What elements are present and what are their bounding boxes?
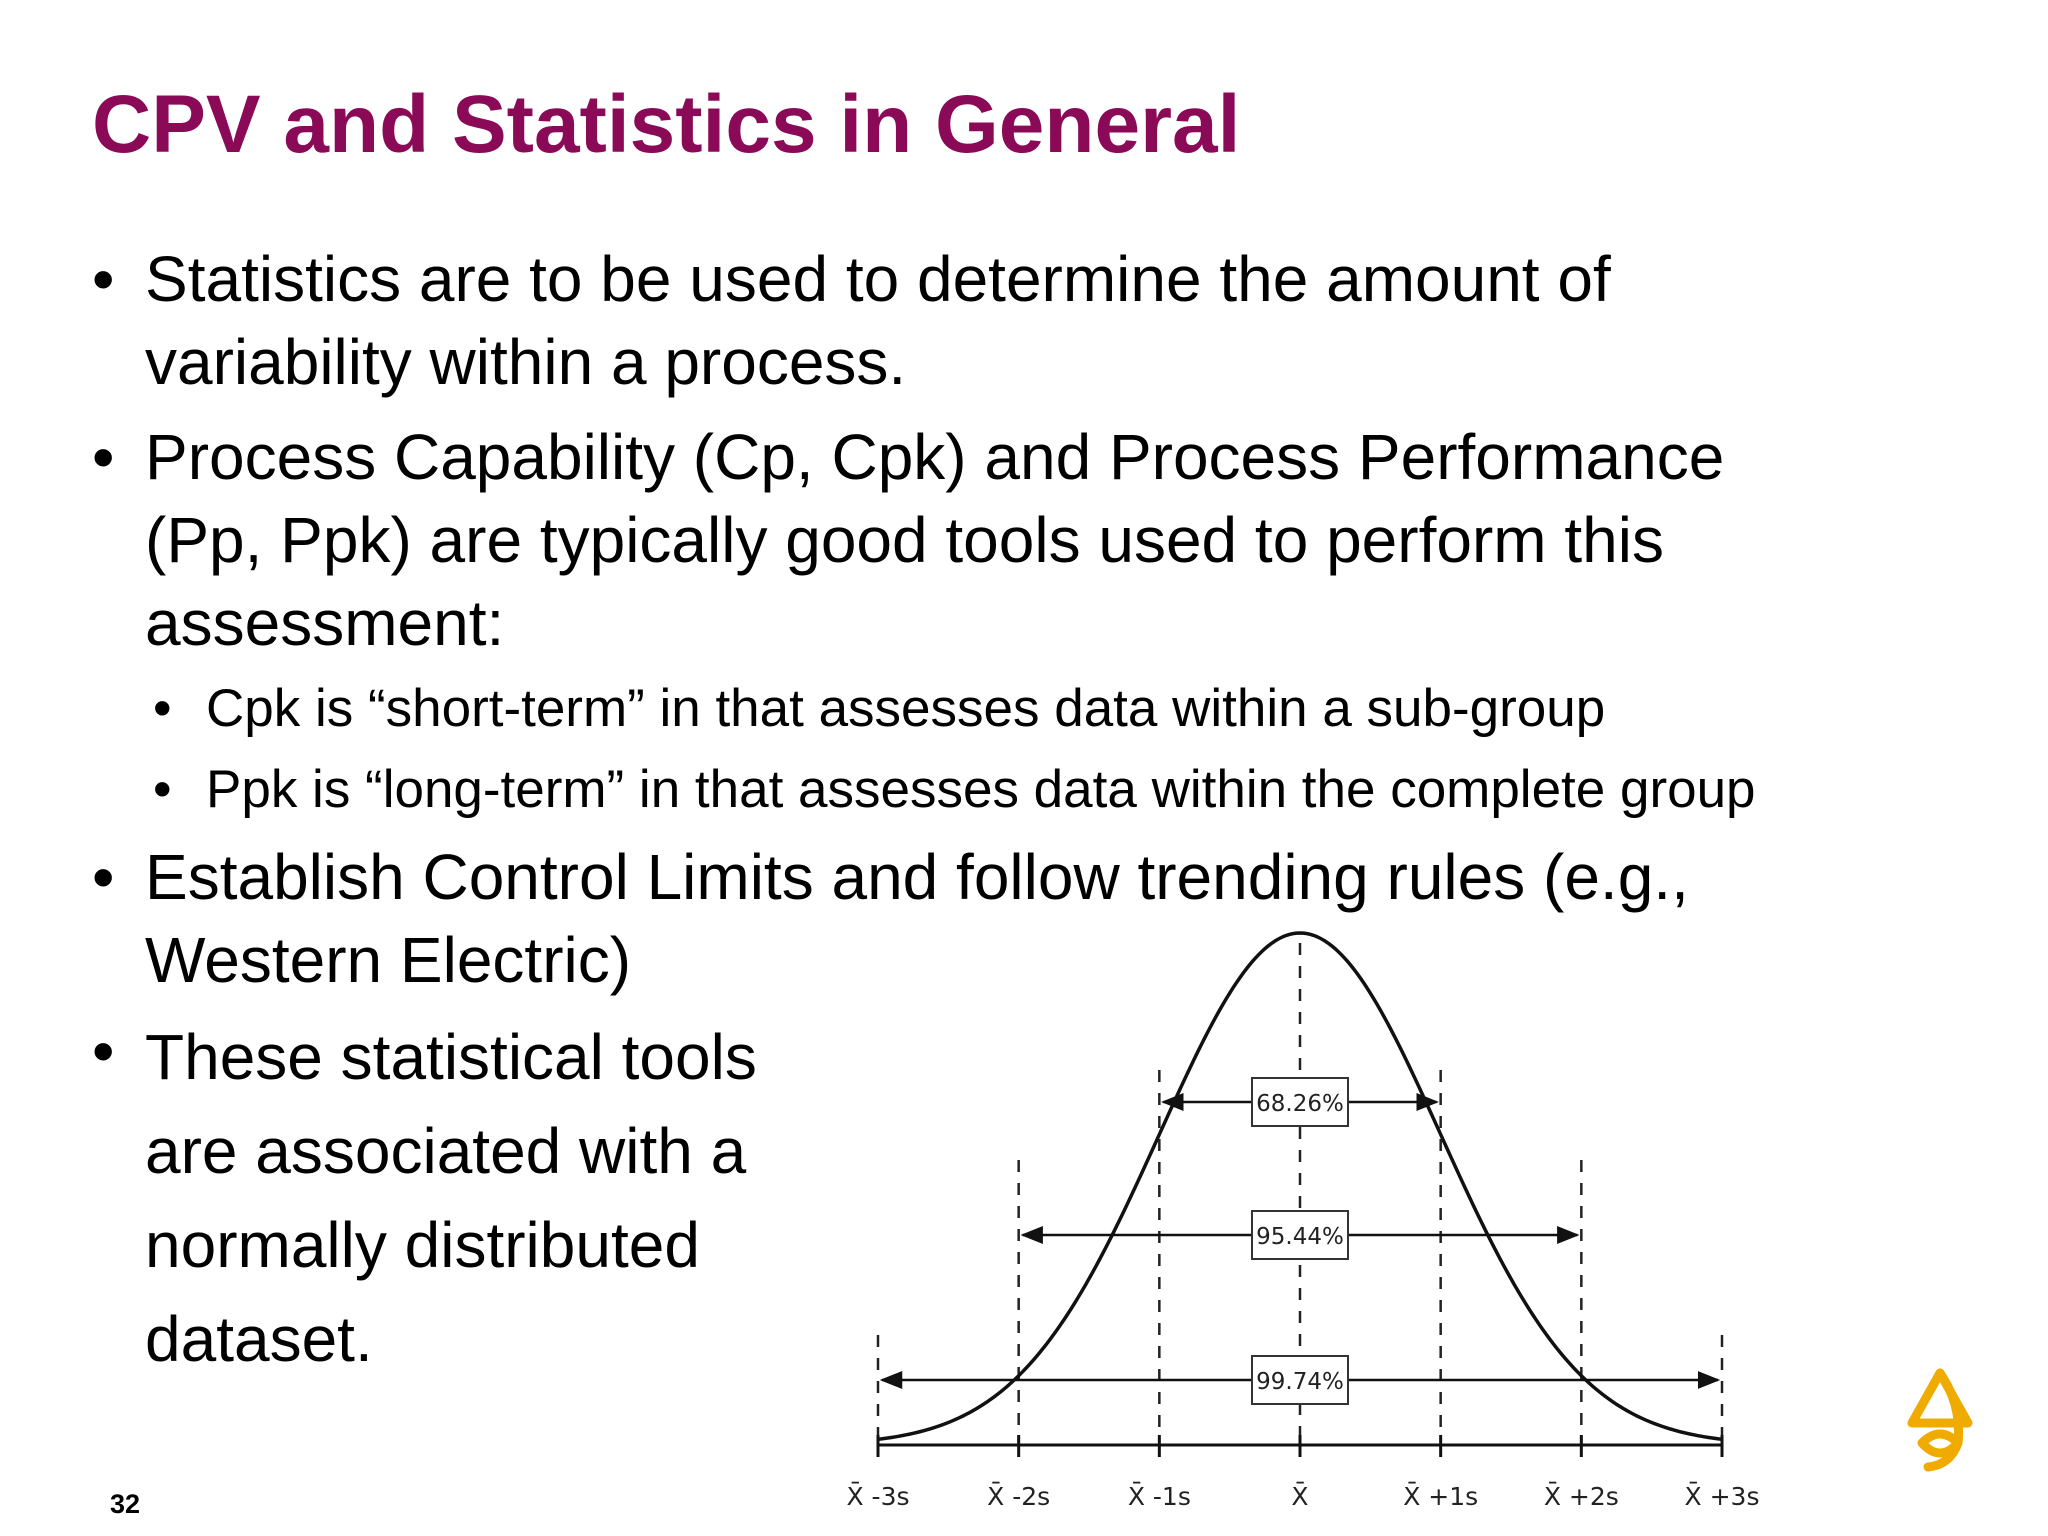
bullet-marker: • xyxy=(153,760,172,819)
interval-label: 68.26% xyxy=(1256,1091,1344,1117)
bullet-text xyxy=(145,238,1611,404)
bullet-text xyxy=(145,1010,757,1386)
bullet-line: Statistics are to be used to determine the amount of xyxy=(145,243,1611,315)
bullet-line: assessment: xyxy=(145,587,505,659)
bullet-marker: • xyxy=(92,421,115,493)
bullet-line: Process Capability (Cp, Cpk) and Process Performance xyxy=(145,421,1725,493)
bullet-line: normally distributed xyxy=(145,1209,700,1281)
sub-bullet-text: Cpk is “short-term” in that assesses data within a sub-group xyxy=(206,679,1606,738)
slide-title: CPV and Statistics in General xyxy=(92,79,1241,170)
bullet-marker: • xyxy=(92,841,115,913)
bullet-line: These statistical tools xyxy=(145,1021,757,1093)
bullet-marker: • xyxy=(92,1015,115,1087)
x-tick-label: X̄ -1s xyxy=(1127,1482,1191,1511)
bullet-text xyxy=(145,416,1724,665)
interval-label: 95.44% xyxy=(1256,1224,1344,1250)
normal-distribution-chart xyxy=(820,915,1780,1535)
bullet-line: dataset. xyxy=(145,1303,373,1375)
astrazeneca-logo-icon xyxy=(1900,1365,1980,1475)
bullet-line: Establish Control Limits and follow trending rules (e.g., xyxy=(145,841,1689,913)
x-tick-label: X̄ +2s xyxy=(1543,1482,1619,1511)
bullet-line: are associated with a xyxy=(145,1115,747,1187)
interval-label: 99.74% xyxy=(1256,1369,1344,1395)
bullet-marker: • xyxy=(92,243,115,315)
bullet-line: variability within a process. xyxy=(145,326,907,398)
page-number: 32 xyxy=(110,1489,141,1519)
x-tick-label: X̄ +1s xyxy=(1403,1482,1479,1511)
x-tick-label: X̄ xyxy=(1291,1482,1309,1511)
bullet-line: (Pp, Ppk) are typically good tools used to perform this xyxy=(145,504,1664,576)
bullet-marker: • xyxy=(153,679,172,738)
sub-bullet-text: Ppk is “long-term” in that assesses data within the complete group xyxy=(206,760,1756,819)
bullet-line: Western Electric) xyxy=(145,924,632,996)
x-tick-label: X̄ +3s xyxy=(1684,1482,1760,1511)
x-tick-label: X̄ -3s xyxy=(846,1482,910,1511)
x-tick-label: X̄ -2s xyxy=(987,1482,1051,1511)
